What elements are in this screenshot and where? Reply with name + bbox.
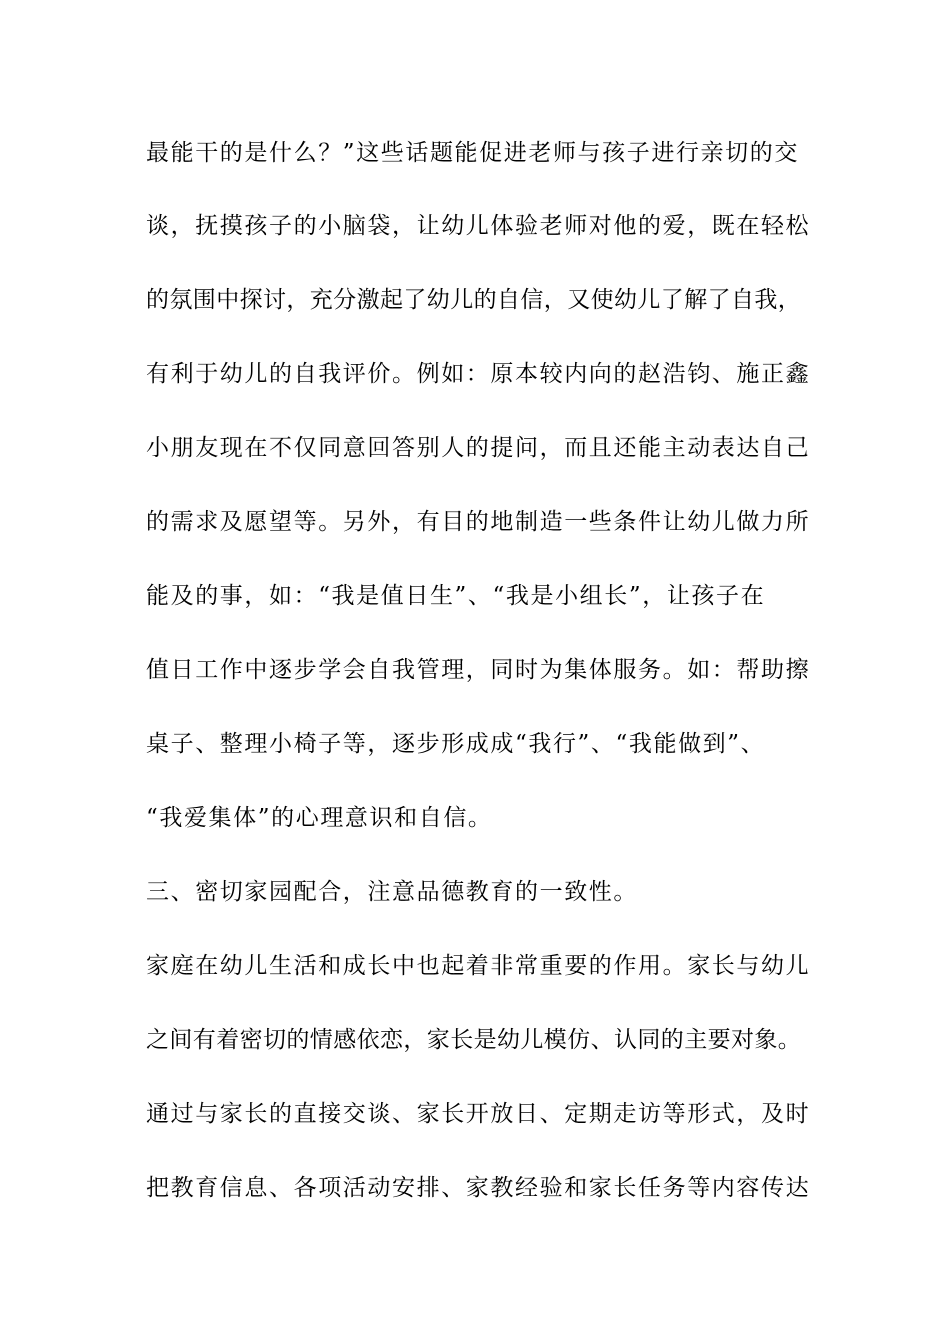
text-line: 的氛围中探讨，充分激起了幼儿的自信，又使幼儿了解了自我，: [146, 287, 802, 313]
text-line: 能及的事，如：“我是值日生”、“我是小组长”，让孩子在: [146, 583, 766, 609]
text-line: 的需求及愿望等。另外，有目的地制造一些条件让幼儿做力所: [146, 509, 811, 535]
text-line: 最能干的是什么？”这些话题能促进老师与孩子进行亲切的交: [146, 140, 799, 166]
section-heading: 三、密切家园配合，注意品德教育的一致性。: [146, 879, 638, 905]
text-line: 把教育信息、各项活动安排、家教经验和家长任务等内容传达: [146, 1175, 811, 1201]
text-line: 小朋友现在不仅同意回答别人的提问，而且还能主动表达自己: [146, 435, 811, 461]
text-line: 通过与家长的直接交谈、家长开放日、定期走访等形式，及时: [146, 1101, 811, 1127]
text-line: 有利于幼儿的自我评价。例如：原本较内向的赵浩钧、施正鑫: [146, 361, 811, 387]
text-line: “我爱集体”的心理意识和自信。: [146, 805, 493, 831]
text-line: 值日工作中逐步学会自我管理，同时为集体服务。如：帮助擦: [146, 657, 811, 683]
text-line: 桌子、整理小椅子等，逐步形成成“我行”、“我能做到”、: [146, 731, 766, 757]
text-line: 之间有着密切的情感依恋，家长是幼儿模仿、认同的主要对象。: [146, 1027, 802, 1053]
text-line: 家庭在幼儿生活和成长中也起着非常重要的作用。家长与幼儿: [146, 953, 811, 979]
text-line: 谈，抚摸孩子的小脑袋，让幼儿体验老师对他的爱，既在轻松: [146, 213, 811, 239]
